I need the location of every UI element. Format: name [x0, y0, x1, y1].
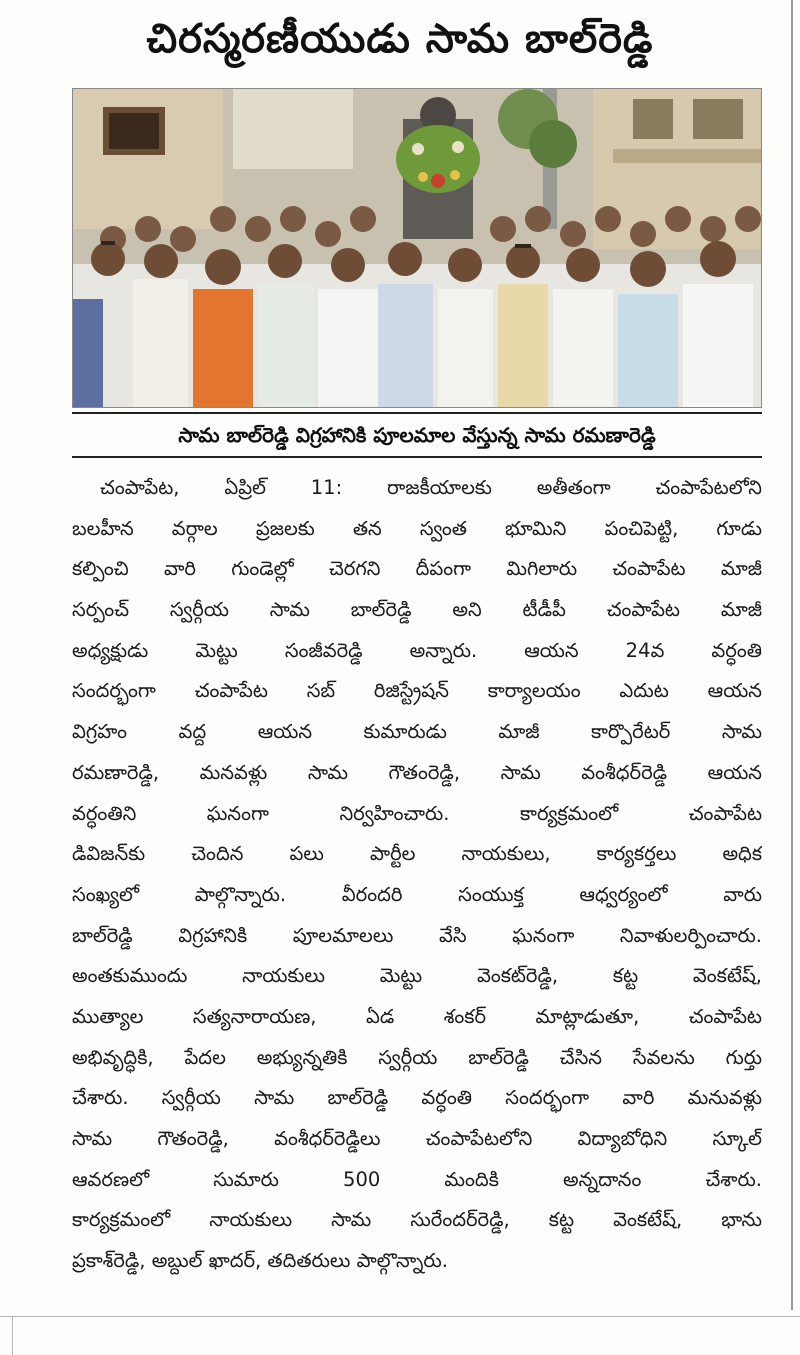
- body-line: చేశారు. స్వర్గీయ సామ బాల్‌రెడ్డి వర్ధంతి సందర్భంగా వారి మనువళ్లు: [72, 1086, 762, 1110]
- body-line: ఆవరణలో సుమారు 500 మందికి అన్నదానం చేశారు.: [72, 1167, 762, 1191]
- body-line: సర్పంచ్ స్వర్గీయ సామ బాల్‌రెడ్డి అని టీడీపీ చంపాపేట మాజీ: [72, 598, 762, 622]
- corner-rule: [12, 1316, 13, 1355]
- body-line: బాల్‌రెడ్డి విగ్రహానికి పూలమాలలు వేసి ఘనంగా నివాళులర్పించారు.: [72, 923, 762, 947]
- column-divider: [791, 0, 793, 1310]
- crowd-photo-illustration: [73, 89, 762, 408]
- news-photo: [72, 88, 762, 408]
- body-line: చంపాపేట, ఏప్రిల్ 11: రాజకీయాలకు అతీతంగా చంపాపేటలోని: [100, 476, 762, 499]
- body-line: సందర్భంగా చంపాపేట సబ్ రిజిస్ట్రేషన్ కార్యాలయం ఎదుట ఆయన: [72, 679, 762, 703]
- body-line: అధ్యక్షుడు మెట్టు సంజీవరెడ్డి అన్నారు. ఆయన 24వ వర్ధంతి: [72, 638, 762, 662]
- headline: చిరస్మరణీయుడు సామ బాల్‌రెడ్డి: [146, 16, 654, 62]
- body-line: సామ గౌతంరెడ్డి, వంశీధర్‌రెడ్డిలు చంపాపేటలోని విద్యాబోధిని స్కూల్: [72, 1127, 762, 1150]
- body-line: కార్యక్రమంలో నాయకులు సామ సురేందర్‌రెడ్డి, కట్ట వెంకటేష్, భాను: [72, 1208, 762, 1232]
- body-line: రమణారెడ్డి, మనవళ్లు సామ గౌతంరెడ్డి, సామ వంశీధర్‌రెడ్డి ఆయన: [72, 760, 762, 784]
- article-body: [72, 468, 762, 1282]
- photo-caption: సామ బాల్‌రెడ్డి విగ్రహానికి పూలమాల వేస్తున్న సామ రమణారెడ్డి: [72, 412, 762, 458]
- body-line: అభివృద్ధికి, పేదల అభ్యున్నతికి స్వర్గీయ బాల్‌రెడ్డి చేసిన సేవలను గుర్తు: [72, 1045, 762, 1069]
- body-line: ముత్యాల సత్యనారాయణ, ఏడ శంకర్ మాట్లాడుతూ, చంపాపేట: [72, 1004, 762, 1028]
- body-line: బలహీన వర్గాల ప్రజలకు తన స్వంత భూమిని పంచిపెట్టి, గూడు: [72, 516, 762, 540]
- body-line: ప్రకాశ్‌రెడ్డి, అబ్దుల్ ఖాదర్, తదితరులు పాల్గొన్నారు.: [72, 1249, 448, 1273]
- body-line: అంతకుముందు నాయకులు మెట్టు వెంకట్‌రెడ్డి, కట్ట వెంకటేష్,: [72, 964, 762, 988]
- body-line: సంఖ్యలో పాల్గొన్నారు. వీరందరి సంయుక్త ఆధ్వర్యంలో వారు: [72, 882, 762, 906]
- bottom-divider: [0, 1316, 800, 1317]
- body-line: విగ్రహం వద్ద ఆయన కుమారుడు మాజీ కార్పొరేటర్ సామ: [72, 720, 762, 744]
- body-line: వర్ధంతిని ఘనంగా నిర్వహించారు. కార్యక్రమంలో చంపాపేట: [72, 801, 762, 825]
- body-line: కల్పించి వారి గుండెల్లో చెరగని దీపంగా మిగిలారు చంపాపేట మాజీ: [72, 557, 762, 581]
- body-line: డివిజన్‌కు చెందిన పలు పార్టీల నాయకులు, కార్యకర్తలు అధిక: [72, 842, 762, 866]
